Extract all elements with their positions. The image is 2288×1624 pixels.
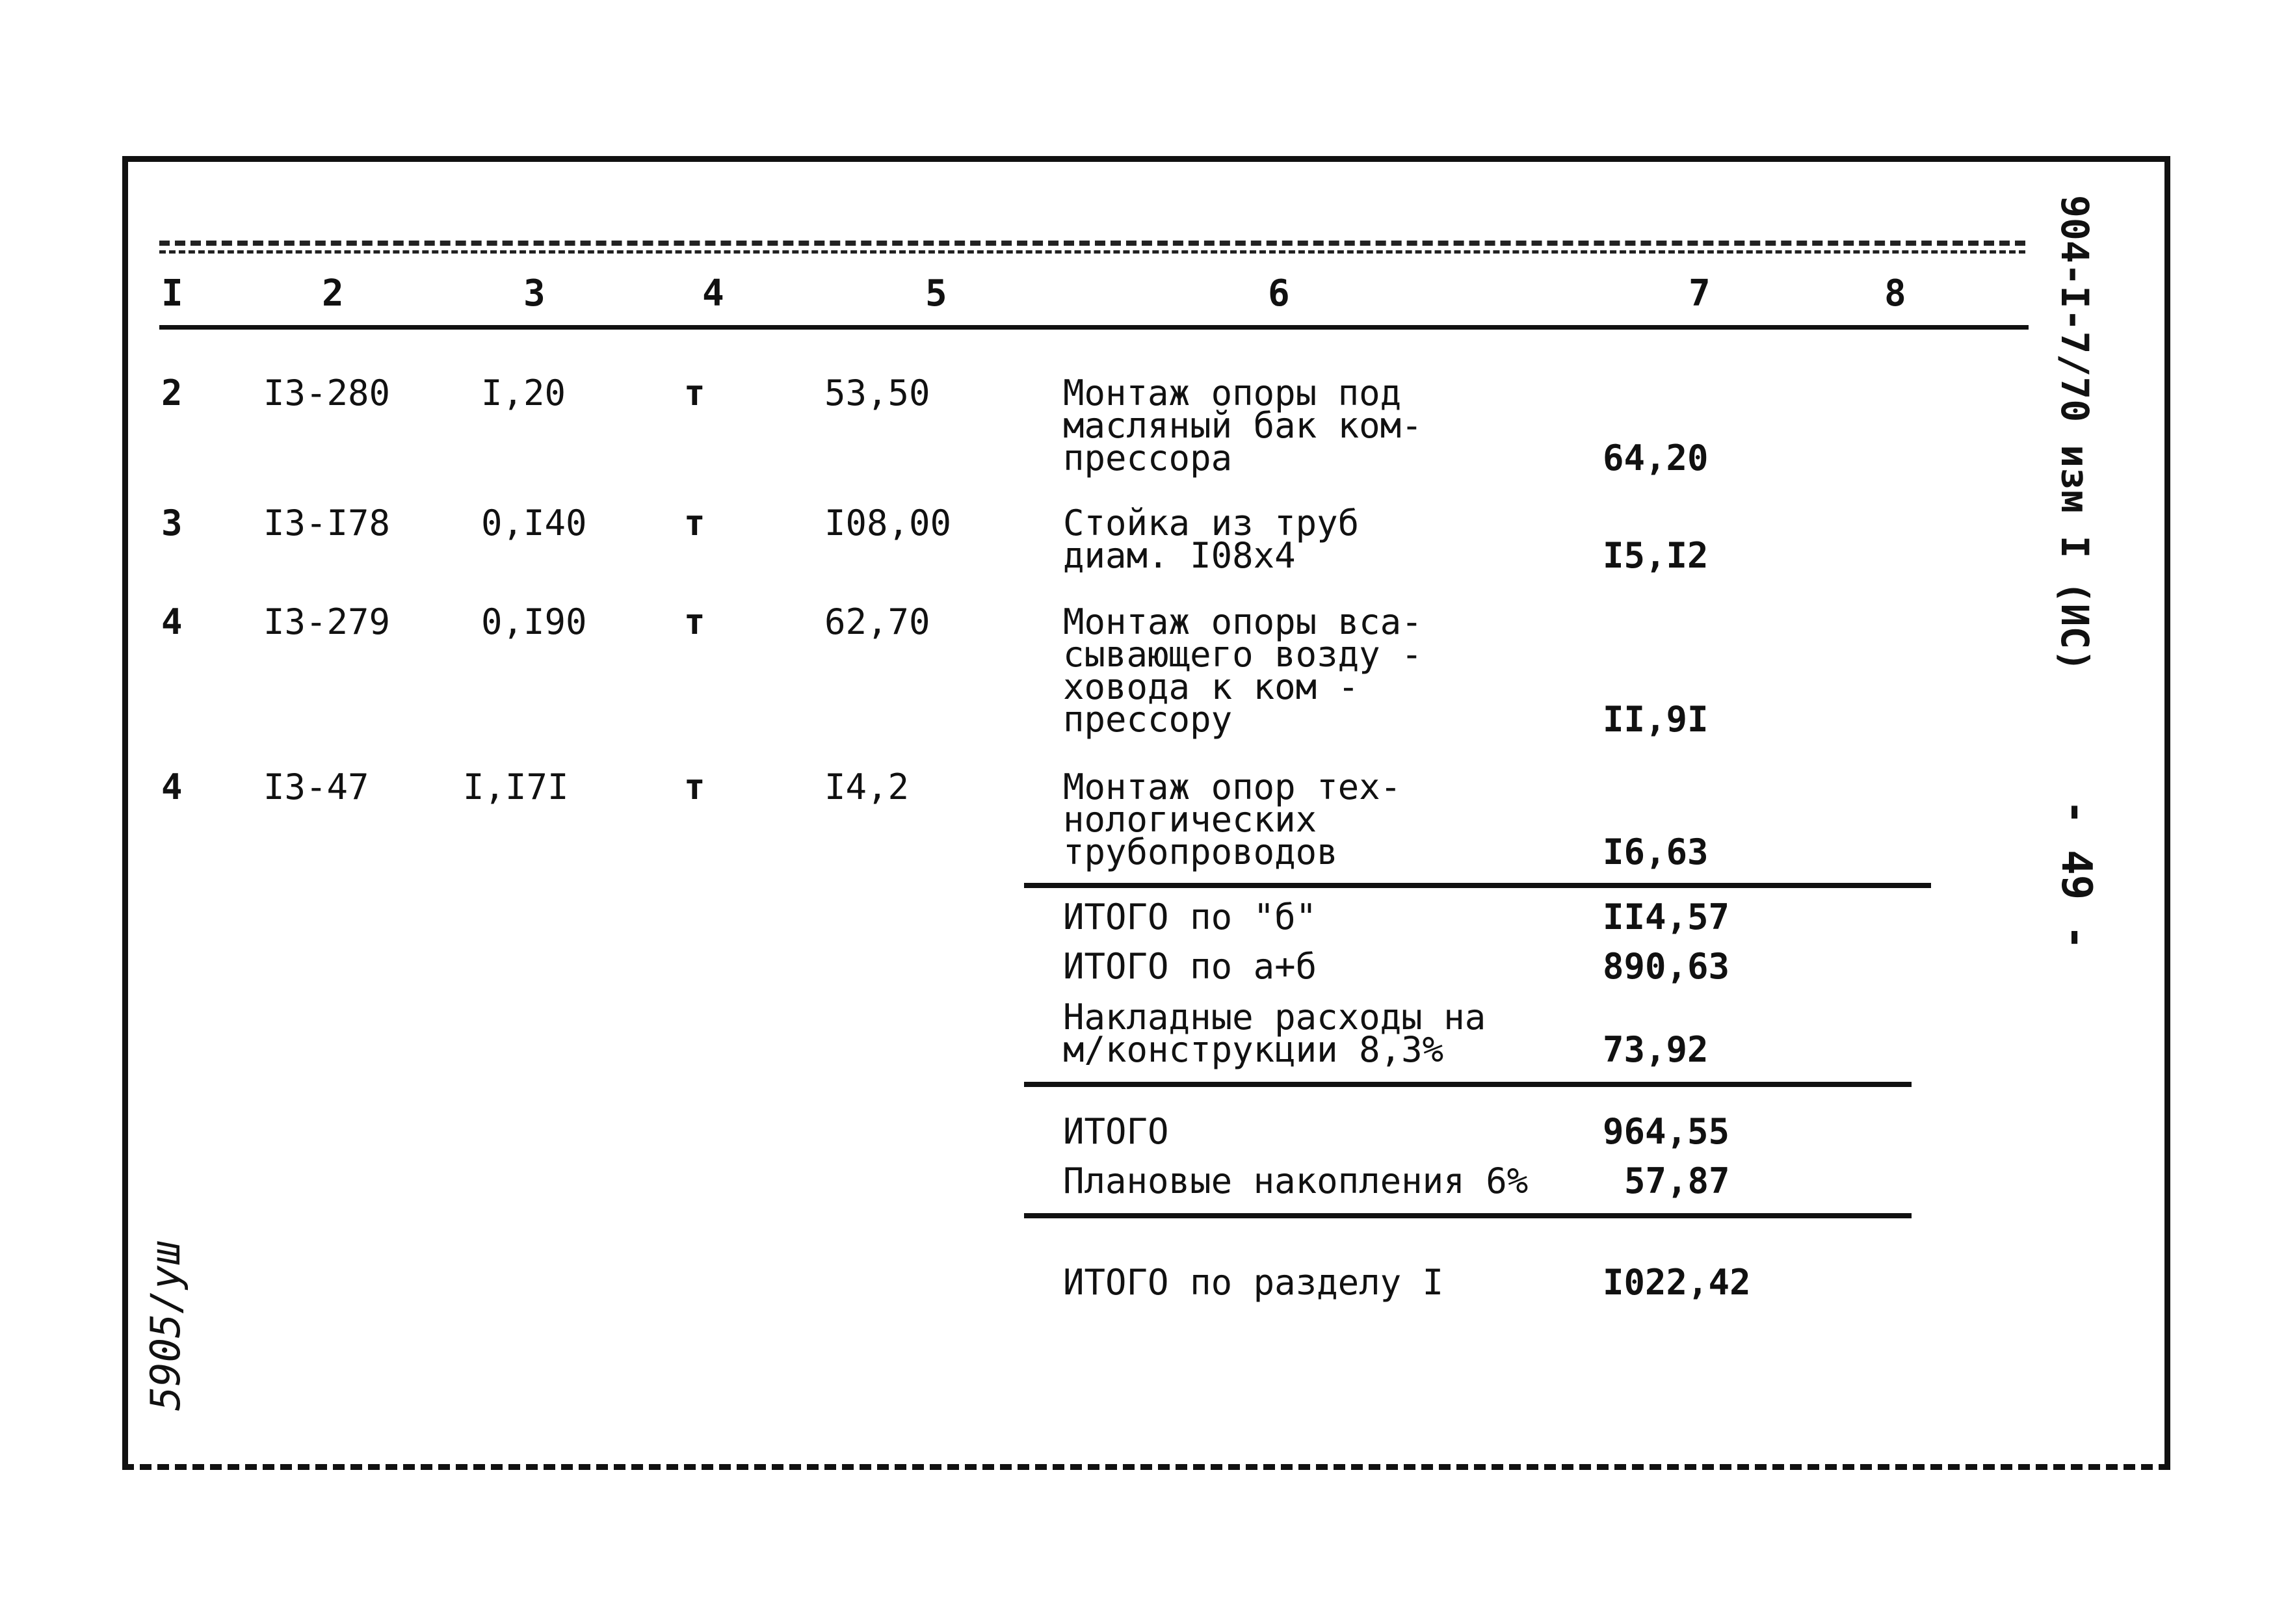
row-3-code: I3-279: [263, 601, 391, 642]
row-3-desc-line-4: прессору: [1063, 699, 1233, 740]
planned-savings-value: 57,87: [1624, 1160, 1730, 1201]
row-2-code: I3-I78: [263, 503, 391, 544]
col-header-8: 8: [1884, 272, 1906, 315]
col-header-2: 2: [322, 272, 344, 315]
row-4-total: I6,63: [1603, 832, 1709, 872]
row-2-desc-line-2: диам. I08x4: [1063, 535, 1296, 576]
header-top-rule-2: [159, 250, 2025, 254]
row-3-desc-line-3: ховода к ком -: [1063, 666, 1360, 707]
page-number: - 49 -: [2052, 800, 2100, 950]
row-1-code: I3-280: [263, 373, 391, 413]
total-ab-label: ИТОГО по а+б: [1063, 946, 1317, 987]
row-1-total: 64,20: [1603, 438, 1709, 478]
row-4-unit: т: [684, 766, 705, 807]
overhead-label-line-1: Накладные расходы на: [1063, 997, 1486, 1038]
header-bottom-rule: [159, 325, 2029, 330]
row-3-desc-line-2: сывающего возду -: [1063, 634, 1423, 675]
row-4-desc-line-3: трубопроводов: [1063, 832, 1338, 872]
row-1-desc-line-3: прессора: [1063, 438, 1233, 478]
total-label: ИТОГО: [1063, 1111, 1169, 1152]
row-3-unit: т: [684, 601, 705, 642]
row-1-col-1: 2: [161, 373, 183, 413]
overhead-label-line-2: м/конструкции 8,3%: [1063, 1029, 1444, 1070]
subtotal-rule-1: [1024, 883, 1931, 888]
row-3-qty: 0,I90: [481, 601, 587, 642]
section-total-value: I022,42: [1603, 1262, 1751, 1303]
col-header-1: I: [161, 272, 183, 315]
row-3-desc-line-1: Монтаж опоры вса-: [1063, 601, 1423, 642]
row-2-col-1: 3: [161, 503, 183, 544]
row-1-unit: т: [684, 373, 705, 413]
row-3-col-1: 4: [161, 601, 183, 642]
row-1-desc-line-2: масляный бак ком-: [1063, 405, 1423, 446]
overhead-value: 73,92: [1603, 1029, 1709, 1070]
row-3-total: II,9I: [1603, 699, 1709, 740]
row-2-price: I08,00: [824, 503, 952, 544]
total-ab-value: 890,63: [1603, 946, 1730, 987]
row-2-total: I5,I2: [1603, 535, 1709, 576]
section-total-label: ИТОГО по разделу I: [1063, 1262, 1444, 1303]
col-header-6: 6: [1268, 272, 1290, 315]
row-2-qty: 0,I40: [481, 503, 587, 544]
row-2-unit: т: [684, 503, 705, 544]
row-3-price: 62,70: [824, 601, 930, 642]
row-4-col-1: 4: [161, 766, 183, 807]
row-1-price: 53,50: [824, 373, 930, 413]
subtotal-rule-2: [1024, 1082, 1912, 1087]
row-4-desc-line-1: Монтаж опор тех-: [1063, 766, 1402, 807]
row-4-qty: I,I7I: [463, 766, 569, 807]
col-header-3: 3: [523, 272, 546, 315]
subtotal-rule-3: [1024, 1213, 1912, 1218]
row-1-desc-line-1: Монтаж опоры под: [1063, 373, 1402, 413]
row-4-code: I3-47: [263, 766, 369, 807]
row-4-desc-line-2: нологических: [1063, 799, 1317, 840]
col-header-4: 4: [702, 272, 724, 315]
col-header-7: 7: [1689, 272, 1711, 315]
document-code: 904-I-7/70 изм I (ИС): [2053, 195, 2097, 672]
row-4-price: I4,2: [824, 766, 910, 807]
header-top-rule: [159, 241, 2025, 246]
row-2-desc-line-1: Стойка из труб: [1063, 503, 1360, 544]
total-b-label: ИТОГО по "б": [1063, 897, 1317, 937]
page-frame-bottom: [122, 1464, 2170, 1470]
col-header-5: 5: [925, 272, 947, 315]
row-1-qty: I,20: [481, 373, 566, 413]
total-value: 964,55: [1603, 1111, 1730, 1152]
total-b-value: II4,57: [1603, 897, 1730, 937]
archive-mark: 5905/уш: [142, 1240, 189, 1411]
planned-savings-label: Плановые накопления 6%: [1063, 1160, 1529, 1201]
